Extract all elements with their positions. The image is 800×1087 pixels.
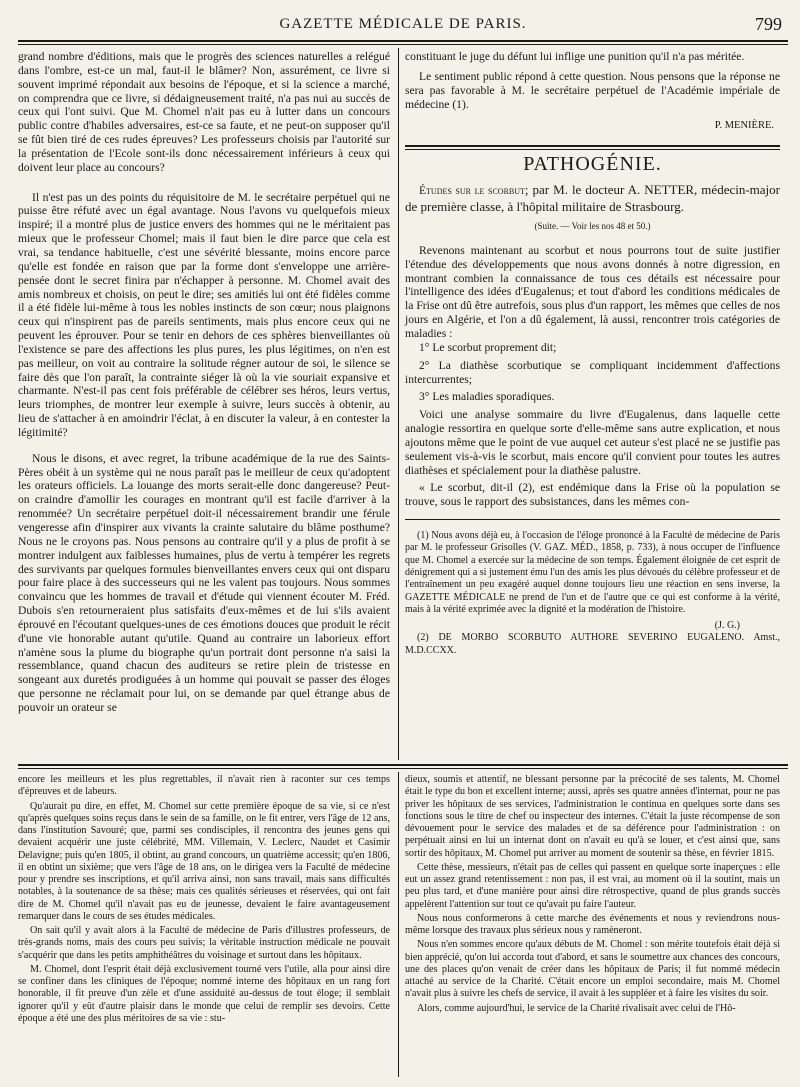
- left-paragraph: Il n'est pas un des points du réquisitoire de M. le secrétaire perpétuel qui ne puisse être réfuté avec un égal avantage. Nous l'avons vu quelquefois mieux inspiré; il a montré plus de justice envers des hommes qui ne le méritaient pas mieux que le professeur Chomel; mais il faut bien le dire parce que cela est vrai, sa tendance habituelle, c'est une sévérité blessante, moins encore parce qu'elle est fondée en raison que par la forme dont s'enveloppe une arrière-pensée dont le secret finira par n'échapper à personne. M. Chomel avait des amis nombreux et choisis, on peut le dire; ses amitiés lui ont été fidèles comme il a été fidèle lui-même à tous les nobles instincts de son cœur; nous plaignons ceux qui n'inspirent pas de pareils sentiments, mais plus encore ceux qui ne peuvent les éprouver. Pour se tenir en dehors de ces sphères bienveillantes où l'existence se pare des affections les plus pures, les plus légitimes, on n'en est pas meilleur, on voit au contraire la solitude régner autour de soi, le silence se faire dès que l'on paraît, la contrainte siéger là où la vie souriait expansive et charmante. N'est-il pas cent fois préférable de célébrer ses héros, leurs vertus, leurs triomphes, de montrer leur exemple à suivre, leurs succès à obtenir, au lieu de s'attacher à en amoindrir l'éclat, à en discuter la valeur, à en contester la légitimité?: [18, 190, 390, 439]
- lower-paragraph: Alors, comme aujourd'hui, le service de la Charité rivalisait avec celui de l'Hô-: [417, 1002, 736, 1014]
- lower-paragraph: Cette thèse, messieurs, n'était pas de celles qui passent en quelque sorte inaperçues : elle eut un assez grand retentissement : non pas, il est vrai, au moment où il la soutint, mais un peu plus tard, et d'une manière pour ainsi dire rétrospective, quand de plus grands succès appelèrent l'attention sur tout ce qu'avait pu faire l'auteur.: [405, 861, 780, 910]
- study-title-rest: ; par M. le docteur A. NETTER, médecin-major de première classe, à l'hôpital militaire de Strasbourg.: [405, 182, 780, 215]
- left-column: [18, 50, 390, 715]
- right-intro-paragraph: constituant le juge du défunt lui inflige une punition qu'il n'a pas méritée.: [405, 50, 745, 63]
- column-divider: [398, 48, 399, 760]
- lower-paragraph: dieux, soumis et attentif, ne blessant personne par la précocité de ses talents, M. Chomel était le type du bon et excellent interne; aussi, après ses quatre années d'internat, pour ne pas priver les hôpitaux de ses services, l'administration le continua en quelques sorte dans ses fonctions sous le titre de chef ou inspecteur des internes. C'était la juste récompense de son dévouement pour le service des malades et de sa déférence pour l'administration : on perpétuait ainsi en lui un internat dont on n'avait eu qu'à se louer, et c'est ainsi que, sans sortir des hôpitaux, M. Chomel put arriver au moment de soutenir sa thèse, en février 1815.: [405, 774, 780, 859]
- body-paragraph: « Le scorbut, dit-il (2), est endémique dans la Frise où la population se trouve, sous le rapport des subsistances, dans les mêmes con-: [405, 481, 780, 509]
- suite-note: (Suite. — Voir les nos 48 et 50.): [534, 221, 651, 232]
- header-rule: [18, 40, 788, 42]
- right-intro-paragraph: Le sentiment public répond à cette question. Nous pensons que la réponse ne sera pas favorable à M. le secrétaire perpétuel de l'Académie impériale de médecine (1).: [405, 69, 780, 111]
- header-rule-thin: [18, 44, 788, 45]
- lower-paragraph: Nous n'en sommes encore qu'aux débuts de M. Chomel : son mérite toutefois était déjà si bien apprécié, qu'on lui accorda tout d'abord, et sans le soumettre aux chances des concours, une des places qu'on venait de créer dans les hôpitaux de Paris; il fut nommé médecin attaché au service de la Charité. C'était encore un emploi secondaire, mais M. Chomel n'avait plus à suivre les chefs de service, il avait à les suppléer et à faire les visites du soir.: [405, 939, 780, 1000]
- lower-right-column: [405, 774, 780, 1015]
- lower-paragraph: Qu'aurait pu dire, en effet, M. Chomel sur cette première époque de sa vie, si ce n'est qu'après quelques soins reçus dans le sein de sa famille, on le fit entrer, vers l'âge de 12 ans, dans l'institution Savouré; que, parmi ses condisciples, il rencontra des jeunes gens qui devaient acquérir une juste célébrité, MM. Villemain, V. Leclerc, Naudet et Casimir Delavigne; puis qu'en 1805, il obtint, au grand concours, un quatrième accessit; qu'en 1806, il en obtint un sixième; que vers l'âge de 18 ans, on le dirigea vers la Faculté de médecine pour y prendre ses inscriptions, et qu'il arriva ainsi, non sans travail, mais sans difficultés notables, à la soutenance de sa thèse; mais ces qualités sérieuses et réservées, qui ont fait dire de M. Chomel qu'il n'avait pas eu de jeunesse, devaient le faire avantageusement remarquer dans le cours de ses études médicales.: [18, 800, 390, 922]
- section-rule: [405, 145, 780, 147]
- footnote-initials: (J. G.): [714, 620, 740, 632]
- footnote-1: (1) Nous avons déjà eu, à l'occasion de l'éloge prononcé à la Faculté de médecine de Paris par M. le professeur Grisolles (V. GAZ. MÉD., 1858, p. 733), à nous occuper de l'influence que M. Chomel a exercée sur la médecine de son temps. Également éloignée de cet esprit de dénigrement qui a si justement ému l'un des amis les plus dévoués du célèbre professeur et de l'entraînement un peu exagéré auquel donne toujours lieu une réaction en sens inverse, la GAZETTE MÉDICALE ne prend de l'un et de l'autre que ce qui est conforme à la vérité, mais à la vérité exprimée avec la dignité et la modération de l'histoire.: [405, 530, 780, 615]
- footnotes: [405, 530, 780, 657]
- list-item: 1° Le scorbut proprement dit;: [419, 340, 557, 354]
- lower-paragraph: M. Chomel, dont l'esprit était déjà exclusivement tourné vers l'utile, alla pour ainsi dire se confiner dans les cliniques de l'époque; nommé interne des hôpitaux en un rang fort honorable, il fit preuve d'un zèle et d'une assiduité au-dessus de tout éloge; il semblait ignorer qu'il y eût d'autre plaisir dans le monde que celui de remplir ses devoirs. Cette époque a été une des plus méritoires de sa vie : stu-: [18, 963, 390, 1024]
- body-paragraph: Voici une analyse sommaire du livre d'Eugalenus, dans laquelle cette analogie ressortira en quelque sorte d'elle-même sans autre explication, et nous ajoutons même que le point de vue auquel cet auteur s'est placé ne se justifie pas seulement vis-à-vis le scorbut, mais encore qu'il convient pour toutes les autres diathèses et spécialement pour la diathèse palustre.: [405, 408, 780, 477]
- study-title-smallcaps: Études sur le scorbut: [419, 185, 525, 198]
- feuilleton-rule: [18, 764, 788, 766]
- lower-paragraph: encore les meilleurs et les plus regrettables, il n'avait rien à raconter sur ces temps d'épreuves et de labeurs.: [18, 774, 390, 798]
- footnote-rule: [405, 519, 780, 520]
- author-signature: P. MENIÈRE.: [714, 120, 774, 132]
- left-paragraph: grand nombre d'éditions, mais que le progrès des sciences naturelles a relégué dans l'ombre, est-ce un mal, faut-il le blâmer? Non, assurément, ce livre si souvent imprimé répondait aux besoins de l'époque, et si la science a marché, on comprendra que ce livre, si dédaigneusement traité, n'a pas nui au succès de ceux qui l'ont suivi. Que M. Chomel n'ait pas eu à lutter dans un concours public contre d'habiles adversaires, est-ce sa faute, et ne peut-on supposer qu'il se fût bien tiré de ces rudes épreuves? Les professeurs choisis par l'autorité sur la présentation de l'Ecole sont-ils donc nécessairement inférieurs à ceux qui doivent leur place au concours?: [18, 50, 390, 174]
- lower-paragraph: Nous nous conformerons à cette marche des événements et nous y reviendrons nous-même lorsque des travaux plus sérieux nous y ramèneront.: [405, 912, 780, 936]
- lower-column-divider: [398, 772, 399, 1077]
- left-paragraph: Nous le disons, et avec regret, la tribune académique de la rue des Saints-Pères obéit à un système qui ne nous paraît pas le meilleur de ceux qu'adoptent les orateurs officiels. La louange des morts serait-elle donc dangereuse? Peut-on craindre d'amollir les courages en montrant qu'il est facile d'arriver à la renommée? Un secrétaire perpétuel doit-il nécessairement brandir une férule vengeresse afin d'inspirer aux vivants la crainte salutaire du blâme posthume? Nous ne le croyons pas. Nous pensons au contraire qu'il y a plus de profit à se montrer indulgent aux faiblesses humaines, plus de vertu à tempérer les regrets des survivants par quelques formules bienveillantes envers ceux qui ont disparu pour faire place à des successeurs qui ne les valent pas toujours. Nous sommes convaincu que les hommes de travail et d'étude qui viennent écouter M. Fréd. Dubois s'en retourneraient plus satisfaits d'eux-mêmes et de lui s'ils avaient éprouvé en l'écoutant quelques-unes de ces émotions douces que produit le récit d'une vie honorable autant qu'utile. Quand au contraire un laborieux effort n'amène sous la plume du biographe qu'un portrait dont personne n'a saisi la ressemblance, quand chacun des auditeurs se retire plein de tristesse en songeant aux duretés prodiguées à un homme qui pouvait se passer des éloges que personne ne réclamait pour lui, on se demande par quel étrange abus de pouvoir un orateur se: [18, 451, 390, 714]
- list-item: 2° La diathèse scorbutique se compliquant incidemment d'affections intercurrentes;: [405, 358, 780, 386]
- page-number: 799: [755, 14, 782, 34]
- list-item: 3° Les maladies sporadiques.: [419, 390, 555, 404]
- feuilleton-rule-thin: [18, 768, 788, 769]
- disease-list: [405, 341, 780, 404]
- lower-left-column: [18, 774, 390, 1025]
- right-column: [405, 50, 780, 657]
- section-rule-thin: [405, 149, 780, 150]
- study-title: [405, 182, 780, 214]
- section-title: PATHOGÉNIE.: [523, 153, 662, 176]
- body-paragraph: Revenons maintenant au scorbut et nous pourrons tout de suite justifier l'étendue des développements que nous avons donnés à notre digression, en montrant combien la connaissance de tous ces détails est nécessaire pour l'intelligence des idées d'Eugalenus; et tout d'abord les conditions médicales de la Frise ont dû être autrefois, sous plus d'un rapport, les mêmes que celles de nos jours en Algérie, et l'on a dû également, là aussi, rencontrer trois catégories de maladies :: [405, 243, 780, 340]
- page-header: [18, 10, 788, 38]
- journal-title: GAZETTE MÉDICALE DE PARIS.: [279, 16, 527, 32]
- lower-paragraph: On sait qu'il y avait alors à la Faculté de médecine de Paris d'illustres professeurs, de très-grands noms, mais des cours peu suivis; la véritable instruction médicale ne pouvait s'acquérir que dans les petits amphithéâtres du voisinage et surtout dans les hôpitaux.: [18, 925, 390, 961]
- footnote-2: (2) DE MORBO SCORBUTO AUTHORE SEVERINO EUGALENO. Amst., M.D.CCXX.: [405, 632, 780, 656]
